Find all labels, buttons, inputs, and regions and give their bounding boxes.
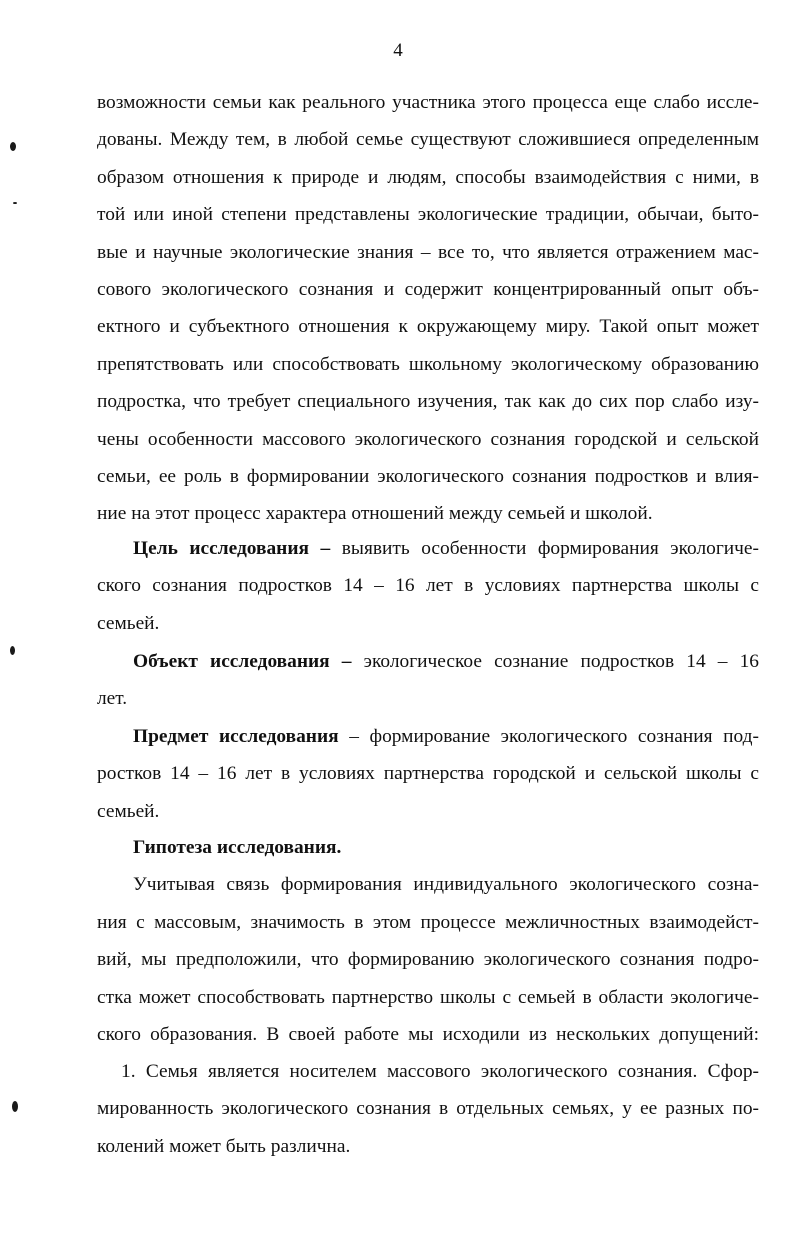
text-line: семьей. (97, 800, 160, 822)
subject-label: Предмет исследования (133, 726, 339, 747)
goal-label: Цель исследования – (133, 538, 331, 559)
text-line: Учитывая связь формирования индивидуального экологического созна- (133, 874, 759, 896)
text-line: семьи, ее роль в формировании экологического сознания подростков и влия- (97, 465, 759, 487)
text-line: ния с массовым, значимость в этом процессе межличностных взаимодейст- (97, 911, 759, 933)
text-line: ние на этот процесс характера отношений между семьей и школой. (97, 503, 653, 525)
text-line: мированность экологического сознания в отдельных семьях, у ее разных по- (97, 1098, 759, 1120)
text-line: чены особенности массового экологического сознания городской и сельской (97, 428, 759, 450)
page-number: 4 (393, 40, 403, 61)
text-line: вий, мы предположили, что формированию экологического сознания подро- (97, 949, 759, 971)
hypothesis-heading: Гипотеза исследования. (133, 837, 342, 858)
text-line: 1. Семья является носителем массового экологического сознания. Сфор- (121, 1061, 759, 1082)
research-subject (97, 718, 759, 830)
text-line: ростков 14 – 16 лет в условиях партнерства городской и сельской школы с (97, 763, 759, 785)
scan-mark (10, 646, 15, 655)
text-line: ского сознания подростков 14 – 16 лет в условиях партнерства школы с (97, 575, 759, 597)
object-label: Объект исследования – (133, 651, 352, 672)
text-line: стка может способствовать партнерство школы с семьей в области экологиче- (97, 986, 759, 1008)
text-line: сового экологического сознания и содержит концентрированный опыт объ- (97, 278, 759, 300)
assumption-1 (97, 1053, 759, 1165)
goal-text: выявить особенности формирования экологиче- (330, 538, 759, 559)
hypothesis-section (97, 829, 759, 1053)
text-line: ского образования. В своей работе мы исходили из нескольких допущений: (97, 1023, 759, 1045)
scan-mark (10, 142, 16, 151)
research-object (97, 643, 759, 718)
text-line: подростка, что требует специального изучения, так как до сих пор слабо изу- (97, 391, 759, 413)
text-line (97, 718, 759, 755)
text-line: дованы. Между тем, в любой семье существуют сложившиеся определенным (97, 129, 759, 151)
text-line (97, 643, 759, 680)
text-line (97, 530, 759, 567)
text-line: вые и научные экологические знания – все то, что является отражением мас- (97, 241, 759, 263)
research-goal (97, 530, 759, 642)
intro-paragraph (97, 84, 759, 533)
text-line: препятствовать или способствовать школьному экологическому образованию (97, 353, 759, 375)
scan-mark (13, 202, 17, 204)
text-line: ектного и субъектного отношения к окружающему миру. Такой опыт может (97, 316, 759, 338)
text-line: семьей. (97, 612, 160, 634)
object-text: экологическое сознание подростков 14 – 16 (351, 651, 759, 672)
text-line: лет. (97, 688, 128, 710)
subject-text: – формирование экологического сознания под- (338, 726, 759, 747)
text-line: колений может быть различна. (97, 1135, 351, 1157)
text-line: образом отношения к природе и людям, способы взаимодействия с ними, в (97, 166, 759, 188)
text-line: возможности семьи как реального участника этого процесса еще слабо иссле- (97, 92, 759, 113)
text-line: той или иной степени представлены экологические традиции, обычаи, быто- (97, 204, 759, 226)
scan-mark (12, 1101, 18, 1112)
